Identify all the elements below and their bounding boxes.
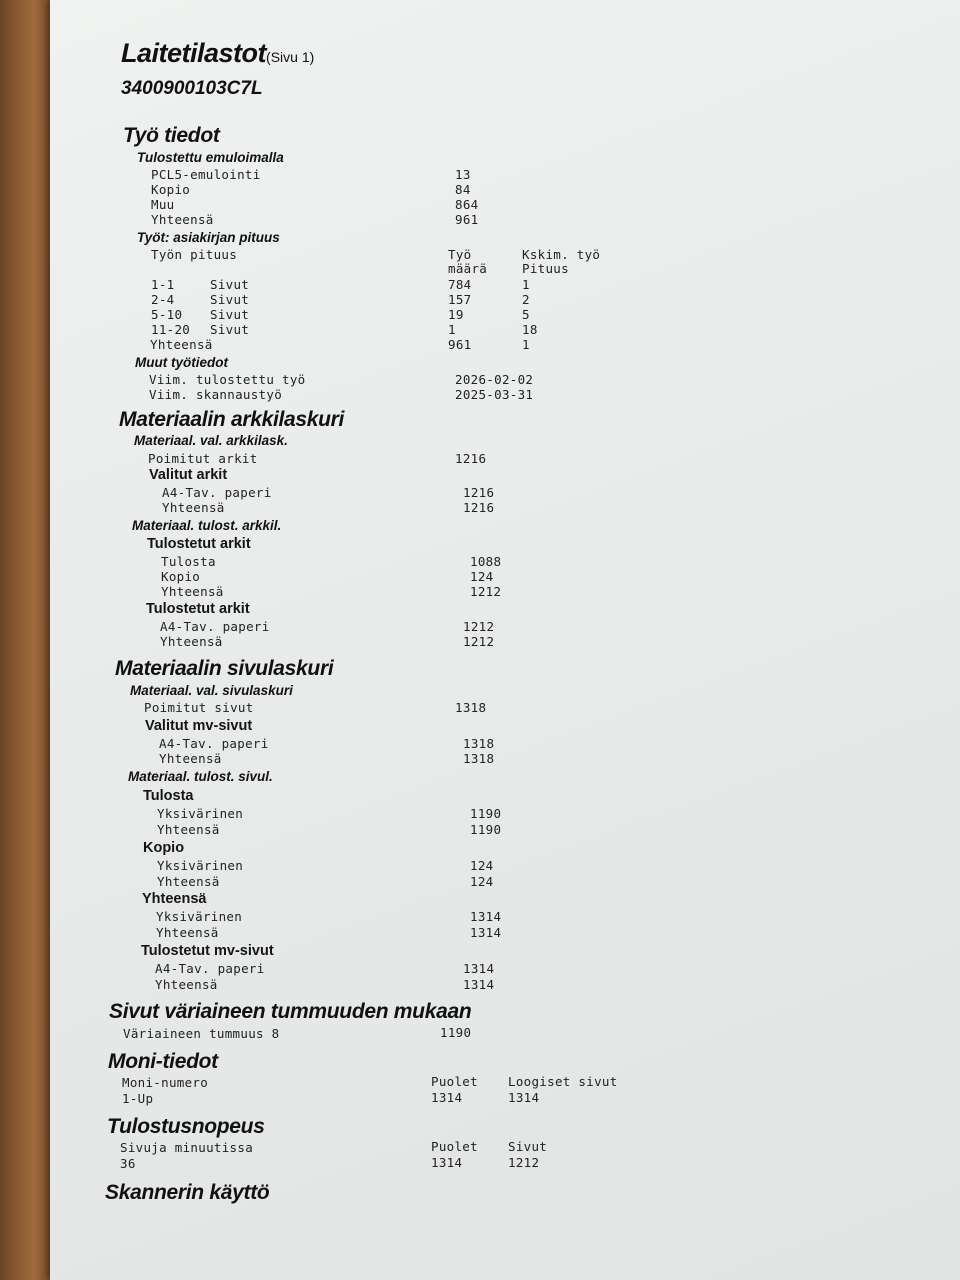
table-cell-range: 2-4 [151, 292, 175, 307]
stat-label: A4-Tav. paperi [160, 619, 270, 634]
table-cell-pages: 1212 [508, 1155, 540, 1170]
table-cell-unit: Sivut [210, 322, 250, 337]
stat-value: 1318 [455, 700, 487, 715]
section-heading-toner-darkness: Sivut väriaineen tummuuden mukaan [109, 1000, 472, 1023]
stat-label: Yhteensä [157, 822, 220, 837]
table-cell-avg: 1 [522, 337, 530, 352]
table-cell-sides: 1314 [431, 1155, 463, 1170]
table-cell-sides: 1314 [431, 1090, 463, 1105]
group-heading-selected-pages: Valitut mv-sivut [145, 718, 253, 734]
stat-value: 1212 [470, 584, 502, 599]
stat-label: Kopio [151, 182, 191, 197]
column-header-job-count: Työ [448, 247, 472, 262]
stat-value: 124 [470, 858, 494, 873]
printed-report-page [50, 0, 960, 1280]
column-header-pages-per-minute: Sivuja minuutissa [120, 1140, 254, 1155]
stat-label: Yhteensä [151, 212, 214, 227]
group-heading-printed-sheets-2: Tulostetut arkit [146, 601, 250, 617]
column-header-job-length: Työn pituus [151, 247, 238, 262]
stat-value: 1314 [470, 909, 502, 924]
stat-value: 1318 [463, 736, 495, 751]
table-cell-count: 1 [448, 322, 456, 337]
table-cell-unit: Sivut [210, 307, 250, 322]
stat-label: A4-Tav. paperi [162, 485, 272, 500]
table-cell-range: Yhteensä [150, 337, 213, 352]
subheading-job-length: Työt: asiakirjan pituus [137, 230, 280, 245]
table-cell-range: 1-1 [151, 277, 175, 292]
table-cell-pages-per-minute: 36 [120, 1156, 136, 1171]
stat-value: 1216 [463, 485, 495, 500]
section-heading-scanner-usage: Skannerin käyttö [105, 1181, 270, 1204]
table-cell-avg: 5 [522, 307, 530, 322]
report-page-number: (Sivu 1) [266, 49, 315, 65]
table-cell-avg: 1 [522, 277, 530, 292]
stat-value: 1190 [440, 1025, 472, 1040]
stat-label: Yksivärinen [156, 909, 243, 924]
table-cell-count: 961 [448, 337, 472, 352]
stat-label: Yhteensä [157, 874, 220, 889]
subheading-selected-page-counter: Materiaal. val. sivulaskuri [130, 683, 293, 698]
table-cell-range: 11-20 [151, 322, 191, 337]
stat-value: 124 [470, 569, 494, 584]
stat-label: Kopio [161, 569, 201, 584]
group-heading-print: Tulosta [143, 788, 194, 804]
table-cell-count: 19 [448, 307, 464, 322]
stat-label: Yksivärinen [157, 806, 244, 821]
column-header-avg-length: Kskim. työ [522, 247, 601, 262]
group-heading-copy: Kopio [143, 840, 185, 856]
subheading-emulation: Tulostettu emuloimalla [137, 150, 284, 165]
subheading-printed-sheet-counter: Materiaal. tulost. arkkil. [132, 518, 282, 533]
stat-label: Yksivärinen [157, 858, 244, 873]
table-cell-count: 784 [448, 277, 472, 292]
stat-label: PCL5-emulointi [151, 167, 261, 182]
column-header-job-count-2: määrä [448, 261, 488, 276]
stat-label: Väriaineen tummuus 8 [123, 1026, 280, 1041]
stat-value: 1216 [463, 500, 495, 515]
table-cell-range: 5-10 [151, 307, 183, 322]
section-heading-multi-up: Moni-tiedot [108, 1050, 218, 1073]
stat-value: 1314 [463, 977, 495, 992]
table-cell-unit: Sivut [210, 277, 250, 292]
stat-value: 1216 [455, 451, 487, 466]
stat-value: 1190 [470, 806, 502, 821]
group-heading-printed-mono-pages: Tulostetut mv-sivut [141, 943, 274, 959]
stat-value: 1314 [470, 925, 502, 940]
stat-label: Yhteensä [155, 977, 218, 992]
stat-value: 13 [455, 167, 471, 182]
stat-value: 2026-02-02 [455, 372, 534, 387]
table-cell-count: 157 [448, 292, 472, 307]
section-heading-print-speed: Tulostusnopeus [107, 1115, 265, 1138]
subheading-other-job-info: Muut työtiedot [135, 355, 228, 370]
stat-value: 1212 [463, 634, 495, 649]
stat-label: Tulosta [161, 554, 216, 569]
report-title-text: Laitetilastot [121, 38, 267, 68]
table-cell-avg: 2 [522, 292, 530, 307]
section-heading-job-info: Työ tiedot [123, 124, 220, 147]
stat-label: Yhteensä [159, 751, 222, 766]
stat-value: 124 [470, 874, 494, 889]
column-header-avg-length-2: Pituus [522, 261, 569, 276]
stat-value: 1318 [463, 751, 495, 766]
stat-value: 1212 [463, 619, 495, 634]
stat-label: Yhteensä [162, 500, 225, 515]
stat-value: 864 [455, 197, 479, 212]
stat-value: 961 [455, 212, 479, 227]
table-cell-avg: 18 [522, 322, 538, 337]
stat-label: Viim. skannaustyö [149, 387, 283, 402]
subheading-printed-page-counter: Materiaal. tulost. sivul. [128, 769, 273, 784]
stat-value: 84 [455, 182, 471, 197]
report-title [121, 38, 314, 69]
stat-label: Yhteensä [156, 925, 219, 940]
stat-label: Muu [151, 197, 175, 212]
column-header-sides: Puolet [431, 1139, 478, 1154]
group-heading-printed-sheets: Tulostetut arkit [147, 536, 251, 552]
stat-value: 1088 [470, 554, 502, 569]
group-heading-selected-sheets: Valitut arkit [149, 467, 228, 483]
table-cell-logical-pages: 1314 [508, 1090, 540, 1105]
column-header-sides: Puolet [431, 1074, 478, 1089]
column-header-multi-up-number: Moni-numero [122, 1075, 209, 1090]
section-heading-page-counter: Materiaalin sivulaskuri [115, 657, 334, 680]
stat-label: Yhteensä [161, 584, 224, 599]
stat-value: 2025-03-31 [455, 387, 534, 402]
stat-label: A4-Tav. paperi [159, 736, 269, 751]
group-heading-total: Yhteensä [142, 891, 207, 907]
stat-label: Poimitut arkit [148, 451, 258, 466]
stat-value: 1190 [470, 822, 502, 837]
stat-value: 1314 [463, 961, 495, 976]
column-header-logical-pages: Loogiset sivut [508, 1074, 618, 1089]
table-cell-multi-up-number: 1-Up [122, 1091, 154, 1106]
section-heading-sheet-counter: Materiaalin arkkilaskuri [119, 408, 345, 431]
column-header-pages: Sivut [508, 1139, 548, 1154]
stat-label: A4-Tav. paperi [155, 961, 265, 976]
stat-label: Viim. tulostettu työ [149, 372, 306, 387]
subheading-selected-sheet-counter: Materiaal. val. arkkilask. [134, 433, 288, 448]
device-serial-number: 3400900103C7L [121, 78, 263, 99]
stat-label: Yhteensä [160, 634, 223, 649]
table-cell-unit: Sivut [210, 292, 250, 307]
stat-label: Poimitut sivut [144, 700, 254, 715]
